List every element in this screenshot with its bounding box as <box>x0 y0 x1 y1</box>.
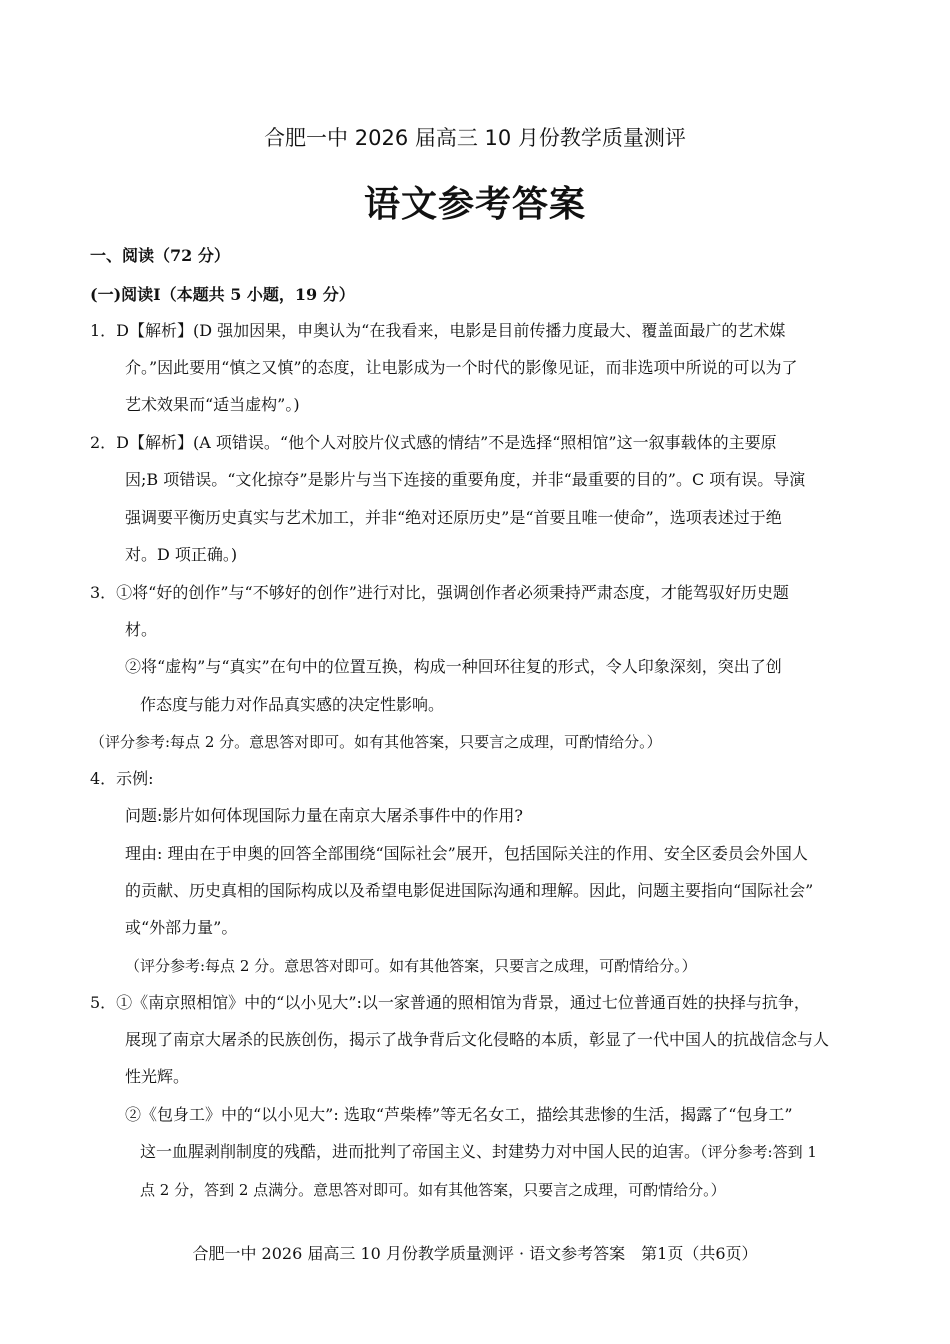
document-subtitle: 语文参考答案 <box>363 183 586 225</box>
q2-line-2: 因;B 项错误。“文化掠夺”是影片与当下连接的重要角度，并非“最重要的目的”。C 项有误。导演 <box>125 470 806 489</box>
q5-line-4: ②《包身工》中的“以小见大”: 选取“芦柴棒”等无名女工，描绘其悲惨的生活，揭露了“包身工” <box>125 1105 793 1124</box>
q5-line-2: 展现了南京大屠杀的民族创伤，揭示了战争背后文化侵略的本质，彰显了一代中国人的抗战信念与人 <box>125 1030 830 1049</box>
q1-line-2: 介。”因此要用“慎之又慎”的态度，让电影成为一个时代的影像见证，而非选项中所说的可以为了 <box>125 358 798 377</box>
q5-line-5 <box>140 1141 817 1163</box>
q5-line-5-text: 这一血腥剥削制度的残酷，进而批判了帝国主义、封建势力对中国人民的迫害。 <box>140 1142 701 1161</box>
section-heading: 一、阅读（72 分） <box>90 246 230 265</box>
q1-line-1: 1．D【解析】(D 强加因果，申奥认为“在我看来，电影是目前传播力度最大、覆盖面最广的艺术媒 <box>90 321 786 340</box>
q3-line-2: 材。 <box>125 620 158 639</box>
q4-line-5: 或“外部力量”。 <box>125 918 238 937</box>
document-title: 合肥一中 2026 届高三 10 月份教学质量测评 <box>264 126 686 150</box>
q1-line-3: 艺术效果而“适当虚构”。) <box>125 395 300 414</box>
q5-scoring-note-start: （评分参考:答到 1 <box>700 1143 817 1161</box>
q4-line-3: 理由: 理由在于申奥的回答全部围绕“国际社会”展开，包括国际关注的作用、安全区委员会外国人 <box>125 844 808 863</box>
page-footer: 合肥一中 2026 届高三 10 月份教学质量测评 · 语文参考答案 第1页（共6页） <box>192 1244 758 1263</box>
q2-line-3: 强调要平衡历史真实与艺术加工，并非“绝对还原历史”是“首要且唯一使命”，选项表述过于绝 <box>125 508 782 527</box>
q3-line-1: 3．①将“好的创作”与“不够好的创作”进行对比，强调创作者必须秉持严肃态度，才能驾驭好历史题 <box>90 583 789 602</box>
q2-line-4: 对。D 项正确。) <box>125 545 238 564</box>
q4-line-4: 的贡献、历史真相的国际构成以及希望电影促进国际沟通和理解。因此，问题主要指向“国际社会” <box>125 881 814 900</box>
q3-scoring-note: （评分参考:每点 2 分。意思答对即可。如有其他答案，只要言之成理，可酌情给分。） <box>90 733 662 751</box>
q4-scoring-note: （评分参考:每点 2 分。意思答对即可。如有其他答案，只要言之成理，可酌情给分。） <box>125 957 697 975</box>
q2-line-1: 2．D【解析】(A 项错误。“他个人对胶片仪式感的情结”不是选择“照相馆”这一叙事载体的主要原 <box>90 433 777 452</box>
section-sub-heading: (一)阅读Ⅰ（本题共 5 小题，19 分） <box>90 285 355 304</box>
q3-line-4: 作态度与能力对作品真实感的决定性影响。 <box>140 695 445 714</box>
q5-line-3: 性光辉。 <box>125 1067 190 1086</box>
q5-line-1: 5．①《南京照相馆》中的“以小见大”:以一家普通的照相馆为背景，通过七位普通百姓的抉择与抗争， <box>90 993 810 1012</box>
q3-line-3: ②将“虚构”与“真实”在句中的位置互换，构成一种回环往复的形式，令人印象深刻，突出了创 <box>125 657 782 676</box>
q4-line-2: 问题:影片如何体现国际力量在南京大屠杀事件中的作用? <box>125 806 523 825</box>
q4-line-1: 4．示例: <box>90 769 154 788</box>
q5-scoring-note: 点 2 分，答到 2 点满分。意思答对即可。如有其他答案，只要言之成理，可酌情给分。） <box>140 1181 726 1199</box>
